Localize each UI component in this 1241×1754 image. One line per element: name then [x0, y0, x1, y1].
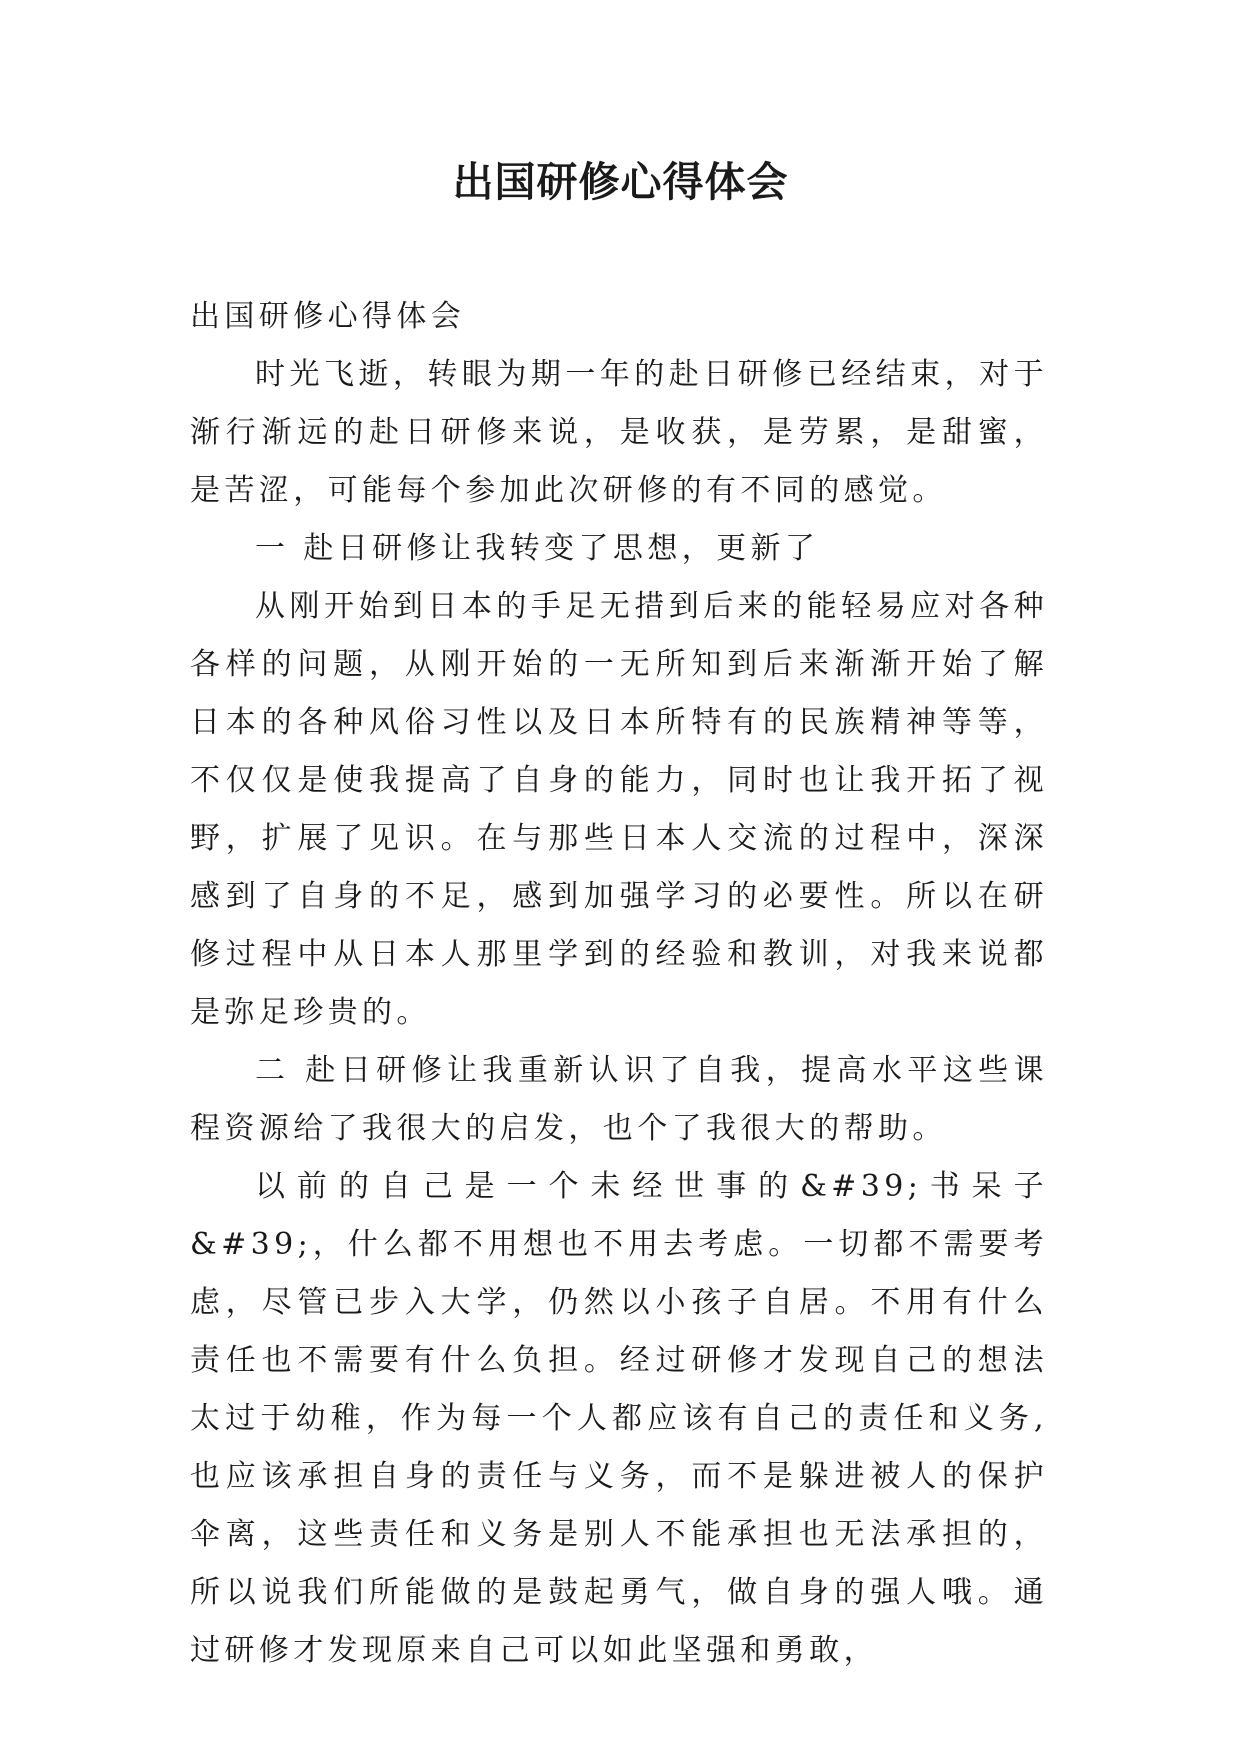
document-title: 出国研修心得体会 — [452, 158, 789, 206]
document-body — [190, 288, 1048, 1680]
paragraph: 从刚开始到日本的手足无措到后来的能轻易应对各种各样的问题，从刚开始的一无所知到后来渐渐开始了解日本的各种风俗习性以及日本所特有的民族精神等等，不仅仅是使我提高了自身的能力，同时也让我开拓了视野，扩展了见识。在与那些日本人交流的过程中，深深感到了自身的不足，感到加强学习的必要性。所以在研修过程中从日本人那里学到的经验和教训，对我来说都是弥足珍贵的。 — [190, 589, 1048, 1030]
paragraph: 时光飞逝，转眼为期一年的赴日研修已经结束，对于渐行渐远的赴日研修来说，是收获，是劳累，是甜蜜，是苦涩，可能每个参加此次研修的有不同的感觉。 — [190, 357, 1048, 508]
paragraph: 出国研修心得体会 — [190, 299, 466, 334]
section-heading: 二 赴日研修让我重新认识了自我，提高水平这些课程资源给了我很大的启发，也个了我很大的帮助。 — [190, 1053, 1048, 1146]
paragraph: 以前的自己是一个未经世事的&#39;书呆子&#39;，什么都不用想也不用去考虑。一切都不需要考虑，尽管已步入大学，仍然以小孩子自居。不用有什么责任也不需要有什么负担。经过研修才发现自己的想法太过于幼稚，作为每一个人都应该有自己的责任和义务,也应该承担自身的责任与义务，而不是躲进被人的保护伞离，这些责任和义务是别人不能承担也无法承担的，所以说我们所能做的是鼓起勇气，做自身的强人哦。通过研修才发现原来自己可以如此坚强和勇敢， — [190, 1169, 1048, 1668]
section-heading: 一 赴日研修让我转变了思想，更新了 — [255, 531, 820, 566]
